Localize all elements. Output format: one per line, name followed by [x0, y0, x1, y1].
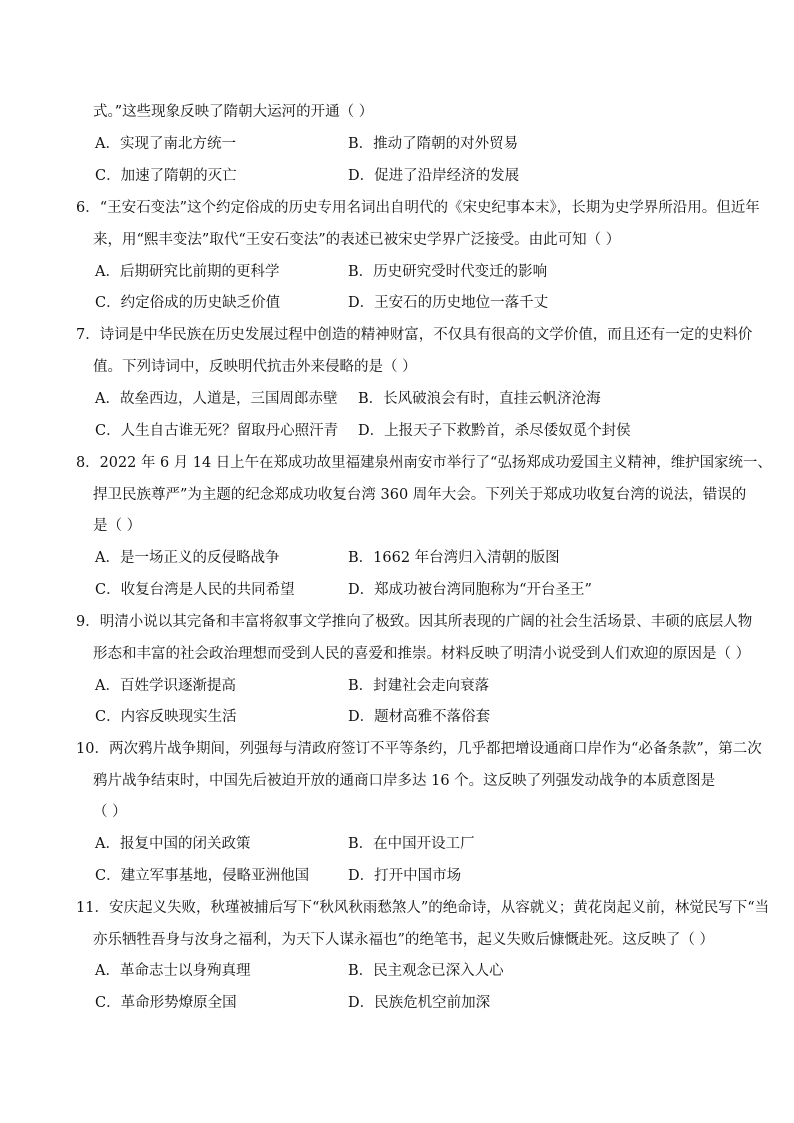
question-10-stem-line: （ ）: [93, 804, 127, 820]
question-6-stem-line: 来，用“熙丰变法”取代“王安石变法”的表述已被宋史学界广泛接受。由此可知（ ）: [93, 232, 621, 248]
question-9-option-b: B．封建社会走向衰落: [348, 678, 490, 694]
question-6-option-b: B．历史研究受时代变迁的影响: [348, 264, 548, 280]
question-8-option-c: C．收复台湾是人民的共同希望: [95, 582, 295, 598]
question-8-option-b: B．1662 年台湾归入清朝的版图: [348, 550, 560, 566]
question-8-option-a: A．是一场正义的反侵略战争: [95, 550, 280, 566]
question-9-option-c: C．内容反映现实生活: [95, 709, 237, 725]
question-5-option-d: D．促进了沿岸经济的发展: [348, 168, 520, 184]
question-7-option-d: D．上报天子下救黔首，杀尽倭奴觅个封侯: [358, 423, 631, 439]
question-6-stem-line: 6．“王安石变法”这个约定俗成的历史专用名词出自明代的《宋史纪事本末》，长期为史学界所沿用。但近年: [76, 200, 760, 216]
question-9-stem-line: 9．明清小说以其完备和丰富将叙事文学推向了极致。因其所表现的广阔的社会生活场景、丰硕的底层人物: [76, 614, 753, 630]
question-6-option-d: D．王安石的历史地位一落千丈: [348, 295, 549, 311]
question-10-option-c: C．建立军事基地，侵略亚洲他国: [95, 868, 310, 884]
question-7-option-c: C．人生自古谁无死？留取丹心照汗青: [95, 423, 339, 439]
question-7-stem-line: 7．诗词是中华民族在历史发展过程中创造的精神财富，不仅具有很高的文学价值，而且还有一定的史料价: [76, 327, 753, 343]
question-8-stem-line: 捍卫民族尊严”为主题的纪念郑成功收复台湾 360 周年大会。下列关于郑成功收复台湾的说法，错误的: [93, 487, 747, 503]
question-11-stem-line: 亦乐牺牲吾身与汝身之福利，为天下人谋永福也”的绝笔书，起义失败后慷慨赴死。这反映了（ ）: [93, 932, 715, 948]
question-10-option-a: A．报复中国的闭关政策: [95, 836, 251, 852]
question-5-option-b: B．推动了隋朝的对外贸易: [348, 136, 519, 152]
question-8-option-d: D．郑成功被台湾同胞称为“开台圣王”: [348, 582, 592, 598]
question-10-stem-line: 10．两次鸦片战争期间，列强每与清政府签订不平等条约，几乎都把增设通商口岸作为“必备条款”，第二次: [76, 741, 762, 757]
question-10-option-d: D．打开中国市场: [348, 868, 462, 884]
question-8-stem-line: 8．2022 年 6 月 14 日上午在郑成功故里福建泉州南安市举行了“弘扬郑成功爱国主义精神，维护国家统一、: [76, 455, 772, 471]
question-5-option-a: A．实现了南北方统一: [95, 136, 236, 152]
question-9-option-a: A．百姓学识逐渐提高: [95, 678, 236, 694]
question-8-stem-line: 是（ ）: [93, 518, 142, 534]
question-9-stem-line: 形态和丰富的社会政治理想而受到人民的喜爱和推崇。材料反映了明清小说受到人们欢迎的原因是（ ）: [93, 646, 751, 662]
question-11-option-d: D．民族危机空前加深: [348, 995, 491, 1011]
question-7-stem-line: 值。下列诗词中，反映明代抗击外来侵略的是（ ）: [93, 359, 417, 375]
question-9-option-d: D．题材高雅不落俗套: [348, 709, 491, 725]
question-10-option-b: B．在中国开设工厂: [348, 836, 475, 852]
question-6-option-c: C．约定俗成的历史缺乏价值: [95, 295, 281, 311]
question-6-option-a: A．后期研究比前期的更科学: [95, 264, 280, 280]
question-11-option-a: A．革命志士以身殉真理: [95, 963, 251, 979]
question-5-option-c: C．加速了隋朝的灭亡: [95, 168, 237, 184]
question-11-stem-line: 11．安庆起义失败，秋瑾被捕后写下“秋风秋雨愁煞人”的绝命诗，从容就义；黄花岗起义前，林觉民写下“当: [76, 900, 770, 916]
question-11-option-c: C．革命形势燎原全国: [95, 995, 237, 1011]
question-10-stem-line: 鸦片战争结束时，中国先后被迫开放的通商口岸多达 16 个。这反映了列强发动战争的本质意图是: [93, 773, 716, 789]
question-5-stem-line: 式。”这些现象反映了隋朝大运河的开通（ ）: [93, 104, 374, 120]
question-7-option-b: B．长风破浪会有时，直挂云帆济沧海: [358, 391, 601, 407]
question-11-option-b: B．民主观念已深入人心: [348, 963, 504, 979]
question-7-option-a: A．故垒西边，人道是，三国周郎赤壁: [95, 391, 338, 407]
